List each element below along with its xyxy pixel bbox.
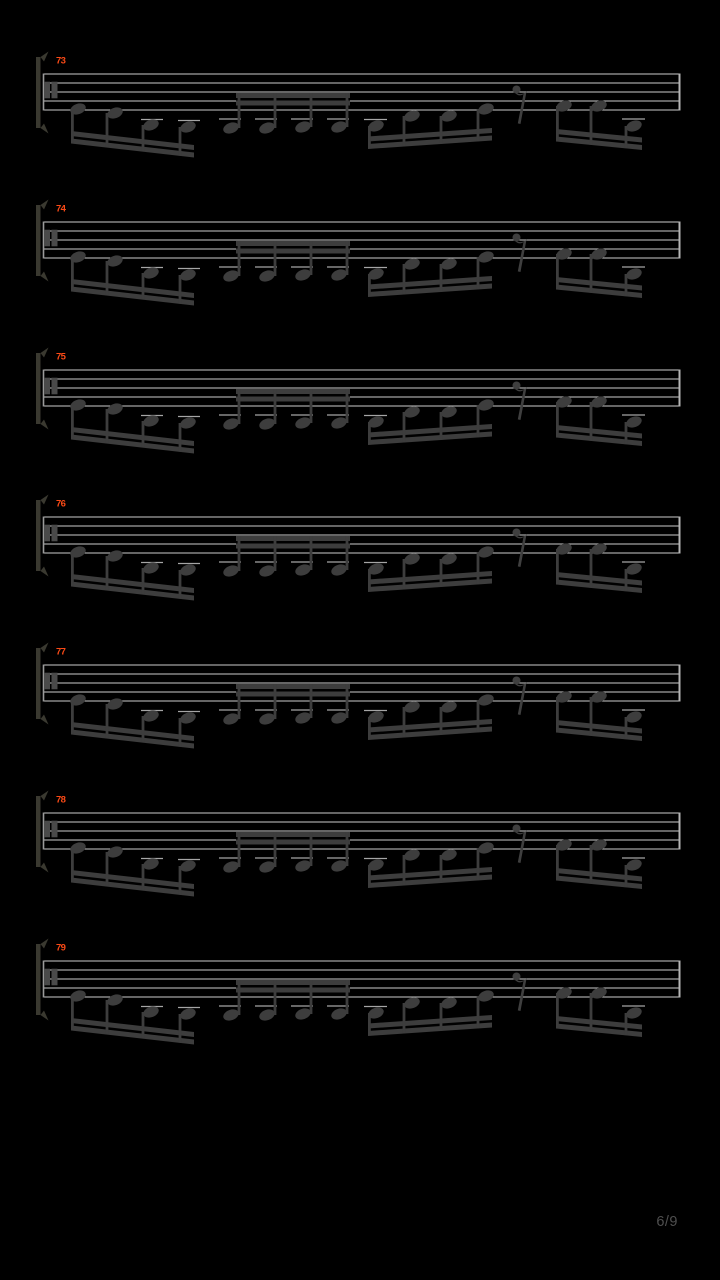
system-bracket — [36, 944, 41, 1015]
note-head — [294, 1006, 313, 1021]
note-group-beat-4 — [555, 246, 645, 298]
note-head — [106, 253, 125, 268]
measure-number: 76 — [56, 498, 66, 510]
note-head — [625, 1005, 644, 1020]
percussion-clef-icon — [44, 229, 50, 246]
note-group-beat-2 — [219, 241, 350, 284]
staff-system-73[interactable] — [0, 47, 720, 172]
note-head — [440, 995, 459, 1010]
percussion-clef-icon — [52, 673, 58, 690]
bracket-top-hook-icon — [41, 347, 49, 357]
eighth-rest-dot — [513, 381, 521, 389]
percussion-clef-icon — [44, 82, 50, 99]
staff-system-77[interactable] — [0, 638, 720, 763]
note-beam — [236, 692, 350, 697]
percussion-clef-icon — [44, 673, 50, 690]
eighth-rest-icon — [513, 381, 527, 420]
page-indicator: 6/9 — [656, 1214, 678, 1230]
note-head — [106, 105, 125, 120]
note-group-beat-3 — [364, 397, 495, 445]
bracket-bottom-hook-icon — [41, 419, 49, 429]
note-beam — [236, 101, 350, 106]
system-bracket — [36, 500, 41, 571]
note-head — [222, 268, 241, 283]
note-head — [179, 563, 198, 578]
bracket-top-hook-icon — [41, 643, 49, 653]
note-group-beat-4 — [555, 837, 645, 889]
bracket-top-hook-icon — [41, 495, 49, 505]
note-head — [477, 101, 496, 116]
note-head — [403, 847, 422, 862]
bracket-bottom-hook-icon — [41, 1010, 49, 1020]
note-beam — [236, 396, 350, 401]
note-head — [179, 267, 198, 282]
note-head — [477, 545, 496, 560]
note-head — [625, 562, 644, 577]
note-head — [179, 858, 198, 873]
note-head — [222, 416, 241, 431]
system-bracket — [36, 353, 41, 424]
note-head — [330, 858, 349, 873]
note-head — [294, 711, 313, 726]
note-head — [403, 256, 422, 271]
note-head — [222, 564, 241, 579]
staff-system-79[interactable] — [0, 934, 720, 1059]
note-beam — [236, 684, 350, 689]
eighth-rest-icon — [513, 233, 527, 272]
measure-number: 75 — [56, 351, 66, 363]
eighth-rest-icon — [513, 86, 527, 125]
note-group-beat-3 — [364, 840, 495, 888]
eighth-rest-tail — [514, 830, 527, 863]
staff-system-75[interactable] — [0, 343, 720, 468]
eighth-rest-tail — [514, 387, 527, 420]
note-group-beat-2 — [219, 389, 350, 432]
percussion-clef-icon — [52, 821, 58, 838]
measure-number: 79 — [56, 942, 66, 954]
note-head — [179, 711, 198, 726]
percussion-clef-icon — [52, 229, 58, 246]
note-head — [222, 859, 241, 874]
bracket-bottom-hook-icon — [41, 863, 49, 873]
note-head — [258, 712, 277, 727]
note-head — [625, 266, 644, 281]
percussion-clef-icon — [44, 821, 50, 838]
note-head — [477, 397, 496, 412]
note-beam — [236, 832, 350, 837]
eighth-rest-icon — [513, 529, 527, 568]
note-head — [330, 415, 349, 430]
eighth-rest-icon — [513, 825, 527, 864]
eighth-rest-dot — [513, 677, 521, 685]
note-group-beat-4 — [555, 690, 645, 742]
note-group-beat-2 — [219, 980, 350, 1023]
note-beam — [236, 987, 350, 992]
system-bracket — [36, 57, 41, 128]
note-group-beat-4 — [555, 542, 645, 594]
note-group-beat-3 — [364, 101, 495, 149]
note-head — [330, 119, 349, 134]
note-head — [106, 844, 125, 859]
note-head — [179, 1006, 198, 1021]
eighth-rest-dot — [513, 86, 521, 94]
note-head — [106, 697, 125, 712]
note-group-beat-4 — [555, 98, 645, 150]
measure-number: 77 — [56, 646, 66, 658]
staff-system-76[interactable] — [0, 490, 720, 615]
note-head — [625, 118, 644, 133]
bracket-top-hook-icon — [41, 52, 49, 62]
note-head — [294, 563, 313, 578]
note-head — [258, 416, 277, 431]
eighth-rest-tail — [514, 534, 527, 567]
note-head — [403, 404, 422, 419]
note-head — [440, 404, 459, 419]
measure-number: 73 — [56, 55, 66, 67]
note-beam — [236, 840, 350, 845]
note-head — [294, 858, 313, 873]
bracket-bottom-hook-icon — [41, 567, 49, 577]
bracket-top-hook-icon — [41, 199, 49, 209]
note-head — [330, 711, 349, 726]
note-head — [179, 119, 198, 134]
bracket-bottom-hook-icon — [41, 124, 49, 134]
note-head — [106, 549, 125, 564]
note-head — [106, 401, 125, 416]
measure-number: 74 — [56, 203, 66, 215]
eighth-rest-icon — [513, 972, 527, 1011]
note-group-beat-2 — [219, 93, 350, 136]
eighth-rest-dot — [513, 529, 521, 537]
eighth-rest-tail — [514, 978, 527, 1011]
bracket-top-hook-icon — [41, 938, 49, 948]
note-head — [403, 995, 422, 1010]
note-head — [440, 552, 459, 567]
note-head — [294, 119, 313, 134]
eighth-rest-dot — [513, 233, 521, 241]
system-bracket — [36, 648, 41, 719]
note-group-beat-3 — [364, 249, 495, 297]
eighth-rest-tail — [514, 239, 527, 272]
note-head — [258, 120, 277, 135]
note-head — [330, 267, 349, 282]
note-head — [258, 268, 277, 283]
note-beam — [236, 389, 350, 394]
note-head — [403, 700, 422, 715]
eighth-rest-dot — [513, 972, 521, 980]
note-head — [625, 710, 644, 725]
note-group-beat-2 — [219, 536, 350, 579]
note-head — [294, 267, 313, 282]
bracket-bottom-hook-icon — [41, 271, 49, 281]
note-beam — [236, 980, 350, 985]
note-beam — [236, 241, 350, 246]
eighth-rest-tail — [514, 682, 527, 715]
note-head — [179, 415, 198, 430]
note-group-beat-4 — [555, 985, 645, 1037]
eighth-rest-dot — [513, 825, 521, 833]
note-group-beat-3 — [364, 545, 495, 593]
percussion-clef-icon — [44, 525, 50, 542]
system-bracket — [36, 205, 41, 276]
note-head — [403, 108, 422, 123]
note-head — [106, 992, 125, 1007]
note-beam — [236, 536, 350, 541]
note-head — [625, 857, 644, 872]
note-group-beat-2 — [219, 832, 350, 875]
percussion-clef-icon — [44, 968, 50, 985]
note-head — [440, 847, 459, 862]
note-head — [330, 563, 349, 578]
note-group-beat-3 — [364, 988, 495, 1036]
note-head — [477, 840, 496, 855]
note-head — [625, 414, 644, 429]
percussion-clef-icon — [44, 377, 50, 394]
percussion-clef-icon — [52, 525, 58, 542]
note-beam — [236, 248, 350, 253]
staff-system-74[interactable] — [0, 195, 720, 320]
note-head — [477, 249, 496, 264]
note-head — [440, 108, 459, 123]
bracket-bottom-hook-icon — [41, 715, 49, 725]
note-head — [222, 120, 241, 135]
note-head — [258, 1007, 277, 1022]
note-head — [258, 859, 277, 874]
note-head — [403, 552, 422, 567]
eighth-rest-icon — [513, 677, 527, 716]
note-head — [477, 693, 496, 708]
note-head — [330, 1006, 349, 1021]
note-group-beat-4 — [555, 394, 645, 446]
percussion-clef-icon — [52, 968, 58, 985]
note-beam — [236, 93, 350, 98]
percussion-clef-icon — [52, 377, 58, 394]
note-beam — [236, 544, 350, 549]
note-head — [440, 256, 459, 271]
percussion-clef-icon — [52, 82, 58, 99]
system-bracket — [36, 796, 41, 867]
note-head — [294, 415, 313, 430]
note-head — [440, 700, 459, 715]
note-head — [477, 988, 496, 1003]
note-head — [222, 1007, 241, 1022]
note-group-beat-3 — [364, 693, 495, 741]
note-head — [258, 564, 277, 579]
staff-system-78[interactable] — [0, 786, 720, 911]
bracket-top-hook-icon — [41, 791, 49, 801]
note-group-beat-2 — [219, 684, 350, 727]
measure-number: 78 — [56, 794, 66, 806]
note-head — [222, 712, 241, 727]
eighth-rest-tail — [514, 91, 527, 124]
